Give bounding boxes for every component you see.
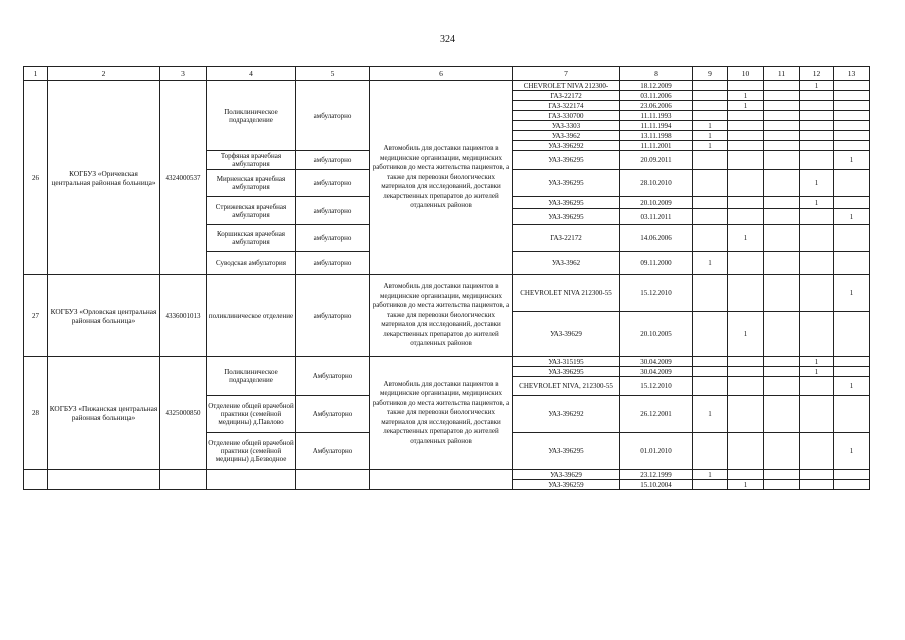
unit-name: Отделение общей врачебной практики (семейной медицины) д.Павлово: [207, 396, 296, 433]
entry-number: 26: [24, 81, 48, 275]
count-cell: [728, 141, 764, 151]
unit-name: поликлиническое отделение: [207, 275, 296, 357]
organization-name: КОГБУЗ «Оричевская центральная районная больница»: [48, 81, 160, 275]
care-mode: амбулаторно: [296, 225, 370, 252]
unit-name: Поликлиническое подразделение: [207, 357, 296, 396]
count-cell: [764, 121, 800, 131]
vehicle-purpose: [370, 470, 513, 490]
count-cell: [728, 81, 764, 91]
col-header: 8: [620, 67, 693, 81]
count-cell: [800, 111, 834, 121]
care-mode: Амбулаторно: [296, 433, 370, 470]
count-cell: [834, 141, 870, 151]
vehicle-date: 26.12.2001: [620, 396, 693, 433]
entry-number: 27: [24, 275, 48, 357]
vehicle-model: УАЗ-396295: [513, 433, 620, 470]
page-number: 324: [440, 34, 455, 45]
vehicle-model: CHEVROLET NIVA 212300-: [513, 81, 620, 91]
count-cell: [728, 170, 764, 197]
unit-name: Коршикская врачебная амбулатория: [207, 225, 296, 252]
unit-name: Мирненская врачебная амбулатория: [207, 170, 296, 197]
count-cell: [693, 275, 728, 312]
count-cell: [764, 225, 800, 252]
count-cell: [800, 121, 834, 131]
unit-name: Поликлиническое подразделение: [207, 81, 296, 151]
organization-name: КОГБУЗ «Орловская центральная районная больница»: [48, 275, 160, 357]
care-mode: амбулаторно: [296, 275, 370, 357]
unit-name: Стрижевская врачебная амбулатория: [207, 197, 296, 225]
vehicle-model: ГАЗ-330700: [513, 111, 620, 121]
count-cell: [834, 225, 870, 252]
vehicle-purpose: Автомобиль для доставки пациентов в медицинские организации, медицинских работников до места жительства пациентов, а также для перевозки биологических материалов для исследований, доставки лекарственных препаратов до жителей отдаленных районов: [370, 81, 513, 275]
vehicle-date: 13.11.1998: [620, 131, 693, 141]
count-cell: [693, 111, 728, 121]
vehicle-model: УАЗ-3962: [513, 131, 620, 141]
care-mode: амбулаторно: [296, 170, 370, 197]
unit-name: Суводская амбулатория: [207, 252, 296, 275]
count-cell: 1: [693, 141, 728, 151]
count-cell: 1: [728, 480, 764, 490]
count-cell: [728, 357, 764, 367]
count-cell: [728, 131, 764, 141]
count-cell: 1: [800, 170, 834, 197]
table-row: [24, 81, 870, 91]
vehicle-date: 01.01.2010: [620, 433, 693, 470]
count-cell: [728, 121, 764, 131]
count-cell: 1: [693, 470, 728, 480]
count-cell: 1: [834, 151, 870, 170]
vehicle-model: УАЗ-3303: [513, 121, 620, 131]
vehicle-date: 23.06.2006: [620, 101, 693, 111]
count-cell: [764, 111, 800, 121]
col-header: 4: [207, 67, 296, 81]
count-cell: 1: [693, 131, 728, 141]
count-cell: [764, 101, 800, 111]
vehicle-model: УАЗ-396295: [513, 197, 620, 209]
vehicle-model: УАЗ-396295: [513, 367, 620, 377]
count-cell: 1: [693, 121, 728, 131]
vehicle-purpose: Автомобиль для доставки пациентов в медицинские организации, медицинских работников до места жительства пациентов, а также для перевозки биологических материалов для исследований, доставки лекарственных препаратов до жителей отдаленных районов: [370, 357, 513, 470]
count-cell: 1: [834, 275, 870, 312]
count-cell: [764, 91, 800, 101]
count-cell: [728, 252, 764, 275]
count-cell: [728, 209, 764, 225]
col-header: 12: [800, 67, 834, 81]
count-cell: [800, 396, 834, 433]
table-row: [24, 470, 870, 480]
col-header: 5: [296, 67, 370, 81]
count-cell: 1: [728, 225, 764, 252]
count-cell: 1: [693, 252, 728, 275]
care-mode: Амбулаторно: [296, 357, 370, 396]
count-cell: [800, 209, 834, 225]
vehicle-model: УАЗ-39629: [513, 470, 620, 480]
count-cell: [693, 433, 728, 470]
entry-number: [24, 470, 48, 490]
count-cell: 1: [800, 357, 834, 367]
count-cell: [834, 470, 870, 480]
count-cell: [800, 470, 834, 480]
col-header: 13: [834, 67, 870, 81]
count-cell: [834, 101, 870, 111]
count-cell: [728, 275, 764, 312]
care-mode: амбулаторно: [296, 151, 370, 170]
vehicle-date: 28.10.2010: [620, 170, 693, 197]
col-header: 6: [370, 67, 513, 81]
count-cell: [693, 209, 728, 225]
vehicle-date: 18.12.2009: [620, 81, 693, 91]
count-cell: [764, 275, 800, 312]
count-cell: [728, 151, 764, 170]
count-cell: [834, 81, 870, 91]
vehicle-model: ГАЗ-22172: [513, 91, 620, 101]
count-cell: [834, 367, 870, 377]
vehicle-date: 11.11.2001: [620, 141, 693, 151]
vehicle-model: УАЗ-396292: [513, 396, 620, 433]
vehicle-model: УАЗ-396295: [513, 209, 620, 225]
vehicle-date: 11.11.1993: [620, 111, 693, 121]
col-header: 7: [513, 67, 620, 81]
care-mode: амбулаторно: [296, 197, 370, 225]
count-cell: 1: [834, 209, 870, 225]
vehicle-model: УАЗ-39629: [513, 312, 620, 357]
count-cell: [800, 275, 834, 312]
vehicle-model: CHEVROLET NIVA, 212300-55: [513, 377, 620, 396]
vehicle-date: 20.09.2011: [620, 151, 693, 170]
vehicle-model: УАЗ-3962: [513, 252, 620, 275]
count-cell: [834, 121, 870, 131]
count-cell: [834, 131, 870, 141]
organization-name: [48, 470, 160, 490]
count-cell: [764, 170, 800, 197]
count-cell: [764, 357, 800, 367]
count-cell: [693, 357, 728, 367]
count-cell: [834, 91, 870, 101]
count-cell: 1: [693, 396, 728, 433]
entry-number: 28: [24, 357, 48, 470]
care-mode: [296, 470, 370, 490]
count-cell: [834, 252, 870, 275]
count-cell: [800, 131, 834, 141]
count-cell: [800, 377, 834, 396]
vehicle-date: 23.12.1999: [620, 470, 693, 480]
count-cell: [764, 377, 800, 396]
col-header: 2: [48, 67, 160, 81]
count-cell: [800, 101, 834, 111]
col-header: 9: [693, 67, 728, 81]
count-cell: [764, 396, 800, 433]
count-cell: [764, 252, 800, 275]
inn-code: 4325000850: [160, 357, 207, 470]
count-cell: [800, 141, 834, 151]
vehicle-model: ГАЗ-22172: [513, 225, 620, 252]
vehicle-date: 15.12.2010: [620, 377, 693, 396]
vehicle-model: УАЗ-315195: [513, 357, 620, 367]
inn-code: 4324000537: [160, 81, 207, 275]
count-cell: [728, 197, 764, 209]
count-cell: [693, 225, 728, 252]
count-cell: [800, 225, 834, 252]
count-cell: [764, 151, 800, 170]
count-cell: 1: [728, 312, 764, 357]
count-cell: 1: [728, 91, 764, 101]
count-cell: [764, 470, 800, 480]
col-header: 10: [728, 67, 764, 81]
count-cell: [800, 151, 834, 170]
count-cell: [800, 91, 834, 101]
count-cell: [693, 170, 728, 197]
count-cell: [693, 91, 728, 101]
inn-code: [160, 470, 207, 490]
vehicle-date: 30.04.2009: [620, 357, 693, 367]
count-cell: [800, 252, 834, 275]
unit-name: [207, 470, 296, 490]
organization-name: КОГБУЗ «Пижанская центральная районная больница»: [48, 357, 160, 470]
count-cell: [728, 470, 764, 480]
count-cell: [728, 111, 764, 121]
col-header: 11: [764, 67, 800, 81]
col-header: 3: [160, 67, 207, 81]
count-cell: [764, 367, 800, 377]
table-row: [24, 357, 870, 367]
count-cell: [728, 377, 764, 396]
table-row: [24, 275, 870, 312]
vehicle-date: 20.10.2005: [620, 312, 693, 357]
count-cell: [764, 81, 800, 91]
count-cell: 1: [800, 367, 834, 377]
count-cell: 1: [800, 81, 834, 91]
count-cell: [693, 367, 728, 377]
count-cell: [728, 433, 764, 470]
care-mode: Амбулаторно: [296, 396, 370, 433]
count-cell: [764, 312, 800, 357]
count-cell: [834, 480, 870, 490]
inn-code: 4336001013: [160, 275, 207, 357]
count-cell: 1: [834, 433, 870, 470]
count-cell: [693, 101, 728, 111]
count-cell: [764, 141, 800, 151]
count-cell: [693, 480, 728, 490]
vehicle-date: 15.10.2004: [620, 480, 693, 490]
vehicle-purpose: Автомобиль для доставки пациентов в медицинские организации, медицинских работников до места жительства пациентов, а также для перевозки биологических материалов для исследований, доставки лекарственных препаратов до жителей отдаленных районов: [370, 275, 513, 357]
count-cell: [834, 197, 870, 209]
count-cell: 1: [728, 101, 764, 111]
count-cell: [693, 197, 728, 209]
count-cell: [764, 433, 800, 470]
count-cell: [764, 209, 800, 225]
count-cell: [693, 151, 728, 170]
vehicle-model: CHEVROLET NIVA 212300-55: [513, 275, 620, 312]
vehicle-model: УАЗ-396295: [513, 151, 620, 170]
vehicle-date: 20.10.2009: [620, 197, 693, 209]
care-mode: амбулаторно: [296, 252, 370, 275]
count-cell: [834, 170, 870, 197]
count-cell: 1: [834, 377, 870, 396]
col-header: 1: [24, 67, 48, 81]
count-cell: [834, 111, 870, 121]
count-cell: [693, 377, 728, 396]
vehicle-date: 15.12.2010: [620, 275, 693, 312]
count-cell: [728, 367, 764, 377]
vehicle-date: 30.04.2009: [620, 367, 693, 377]
vehicle-date: 03.11.2006: [620, 91, 693, 101]
vehicle-model: ГАЗ-322174: [513, 101, 620, 111]
vehicle-registry-table: [23, 66, 870, 490]
count-cell: [800, 312, 834, 357]
header-row: [24, 67, 870, 81]
vehicle-model: УАЗ-396295: [513, 170, 620, 197]
unit-name: Отделение общей врачебной практики (семейной медицины) д.Безводное: [207, 433, 296, 470]
count-cell: [834, 396, 870, 433]
care-mode: амбулаторно: [296, 81, 370, 151]
count-cell: [764, 197, 800, 209]
vehicle-date: 11.11.1994: [620, 121, 693, 131]
count-cell: 1: [800, 197, 834, 209]
count-cell: [800, 433, 834, 470]
unit-name: Торфяная врачебная амбулатория: [207, 151, 296, 170]
vehicle-date: 14.06.2006: [620, 225, 693, 252]
count-cell: [764, 131, 800, 141]
vehicle-date: 09.11.2000: [620, 252, 693, 275]
count-cell: [764, 480, 800, 490]
count-cell: [834, 357, 870, 367]
count-cell: [800, 480, 834, 490]
vehicle-model: УАЗ-396259: [513, 480, 620, 490]
count-cell: [693, 81, 728, 91]
vehicle-model: УАЗ-396292: [513, 141, 620, 151]
count-cell: [834, 312, 870, 357]
count-cell: [728, 396, 764, 433]
count-cell: [693, 312, 728, 357]
vehicle-date: 03.11.2011: [620, 209, 693, 225]
